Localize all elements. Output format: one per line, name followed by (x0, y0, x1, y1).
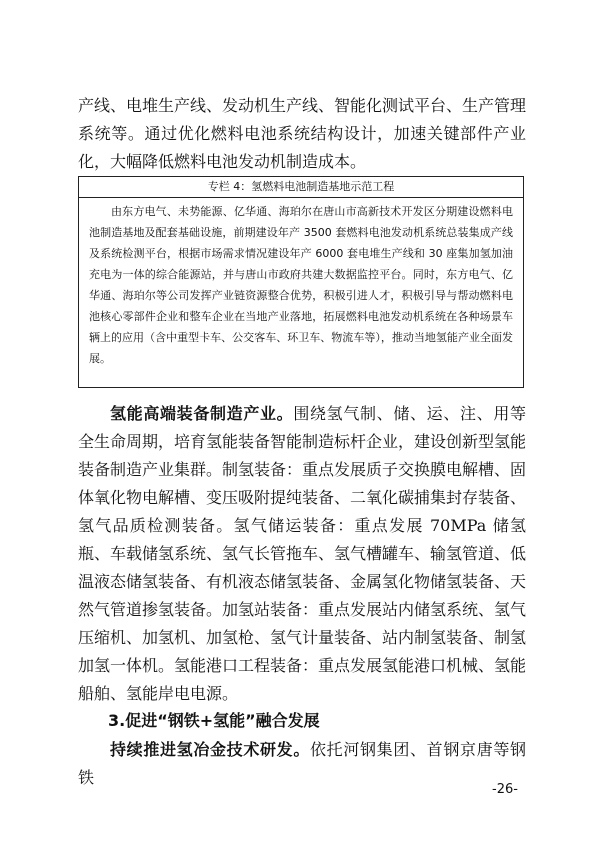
page-number: -26- (492, 782, 518, 797)
box-body: 由东方电气、未势能源、亿华通、海珀尔在唐山市高新技术开发区分期建设燃料电池制造基地及配套基础设施，前期建设年产 3500 套燃料电池发动机系统总装集成产线及系统检测平台，根据市场需求情况建设年产 6000 套电堆生产线和 30 座集加氢加油充电为一体的综合能源站，并与唐山市政府共建大数据监控平台。同时，东方电气、亿华通、海珀尔等公司发挥产业链资源整合优势，积极引进人才，积极引导与帮动燃料电池核心零部件企业和整车企业在当地产业落地，拓展燃料电池发动机系统在各种场景车辆上的应用（含中重型卡车、公交客车、环卫车、物流车等），推动当地氢能产业全面发展。 (89, 205, 513, 365)
equipment-text: 围绕氢气制、储、运、注、用等全生命周期，培育氢能装备智能制造标杆企业，建设创新型氢能装备制造产业集群。制氢装备：重点发展质子交换膜电解槽、固体氧化物电解槽、变压吸附提纯装备、二氧化碳捕集封存装备、氢气品质检测装备。氢气储运装备：重点发展 70MPa 储氢瓶、车载储氢系统、氢气长管拖车、氢气槽罐车、输氢管道、低温液态储氢装备、有机液态储氢装备、金属氢化物储氢装备、天然气管道掺氢装备。加氢站装备：重点发展站内储氢系统、氢气压缩机、加氢机、加氢枪、氢气计量装备、站内制氢装备、制氢加氢一体机。氢能港口工程装备：重点发展氢能港口机械、氢能船舶、氢能岸电电源。 (78, 404, 527, 703)
sidebar-box (78, 176, 524, 388)
section-heading: 3.促进“钢铁+氢能”融合发展 (108, 711, 320, 730)
last-lead: 持续推进氢冶金技术研发。 (110, 740, 310, 759)
box-title: 专栏 4：氢燃料电池制造基地示范工程 (79, 177, 523, 198)
equipment-lead: 氢能高端装备制造产业。 (110, 404, 294, 423)
last-paragraph (78, 736, 526, 792)
last-text: 依托河钢集团、首钢京唐等钢铁 (78, 740, 526, 787)
intro-paragraph: 产线、电堆生产线、发动机生产线、智能化测试平台、生产管理系统等。通过优化燃料电池系统结构设计，加速关键部件产业化，大幅降低燃料电池发动机制造成本。 (78, 96, 527, 171)
equipment-paragraph (78, 400, 526, 708)
